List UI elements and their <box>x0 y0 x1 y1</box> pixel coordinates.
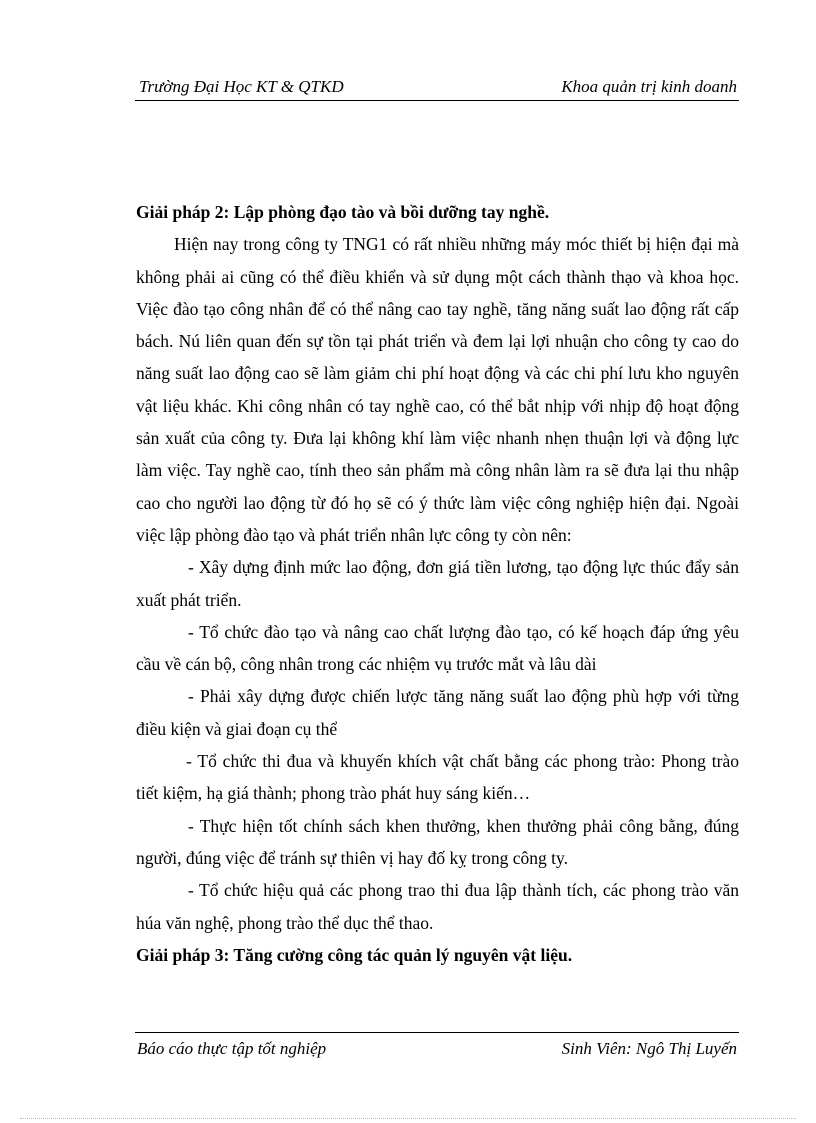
bullet-item: - Tổ chức hiệu quả các phong trao thi đua lập thành tích, các phong trào văn húa văn nghệ, phong trào thể dục thể thao. <box>136 880 739 933</box>
page-boundary-divider <box>20 1118 796 1119</box>
page-header <box>135 76 739 101</box>
bullet-item: - Tổ chức đào tạo và nâng cao chất lượng đào tạo, có kế hoạch đáp ứng yêu cầu về cán bộ, công nhân trong các nhiệm vụ trước mắt và lâu dài <box>136 621 739 675</box>
footer-report-title: Báo cáo thực tập tốt nghiệp <box>137 1039 327 1058</box>
section-heading-2: Giải pháp 2: Lập phòng đạo tào và bồi dưỡng tay nghề. <box>136 202 550 222</box>
header-school: Trường Đại Học KT & QTKD <box>139 77 344 96</box>
bullet-item: - Tổ chức thi đua và khuyến khích vật chất bằng các phong trào: Phong trào tiết kiệm, hạ giá thành; phong trào phát huy sáng kiến… <box>136 751 739 804</box>
page-footer <box>135 1032 739 1058</box>
body-paragraph: Hiện nay trong công ty TNG1 có rất nhiều những máy móc thiết bị hiện đại mà không phải ai cũng có thể điều khiển và sử dụng một cách thành thạo và khoa học. Việc đào tạo công nhân để có thể nâng cao tay nghề, tăng năng suất lao động rất cấp bách. Nú liên quan đến sự tồn tại phát triển và đem lại lợi nhuận cho công ty cao do năng suất lao động cao sẽ làm giảm chi phí hoạt động và các chi phí lưu kho nguyên vật liệu khác. Khi công nhân có tay nghề cao, có thể bắt nhịp với nhịp độ hoạt động sản xuất của công ty. Đưa lại không khí làm việc nhanh nhẹn thuận lợi và động lực làm việc. Tay nghề cao, tính theo sản phẩm mà công nhân làm ra sẽ đưa lại thu nhập cao cho người lao động từ đó họ sẽ có ý thức làm việc công nghiệp hiện đại. Ngoài việc lập phòng đào tạo và phát triển nhân lực công ty còn nên: <box>136 234 739 545</box>
bullet-item: - Thực hiện tốt chính sách khen thưởng, khen thưởng phải công bằng, đúng người, đúng việc để tránh sự thiên vị hay đố kỵ trong công ty. <box>136 815 739 868</box>
section-heading-3: Giải pháp 3: Tăng cường công tác quản lý nguyên vật liệu. <box>136 944 573 965</box>
footer-student-name: Sinh Viên: Ngô Thị Luyến <box>561 1039 737 1058</box>
bullet-item: - Xây dựng định mức lao động, đơn giá tiền lương, tạo động lực thúc đẩy sản xuất phát triển. <box>136 557 739 610</box>
header-faculty: Khoa quản trị kinh doanh <box>561 77 737 96</box>
document-body <box>136 196 739 971</box>
bullet-item: - Phải xây dựng được chiến lược tăng năng suất lao động phù hợp với từng điều kiện và giai đoạn cụ thể <box>136 686 739 739</box>
